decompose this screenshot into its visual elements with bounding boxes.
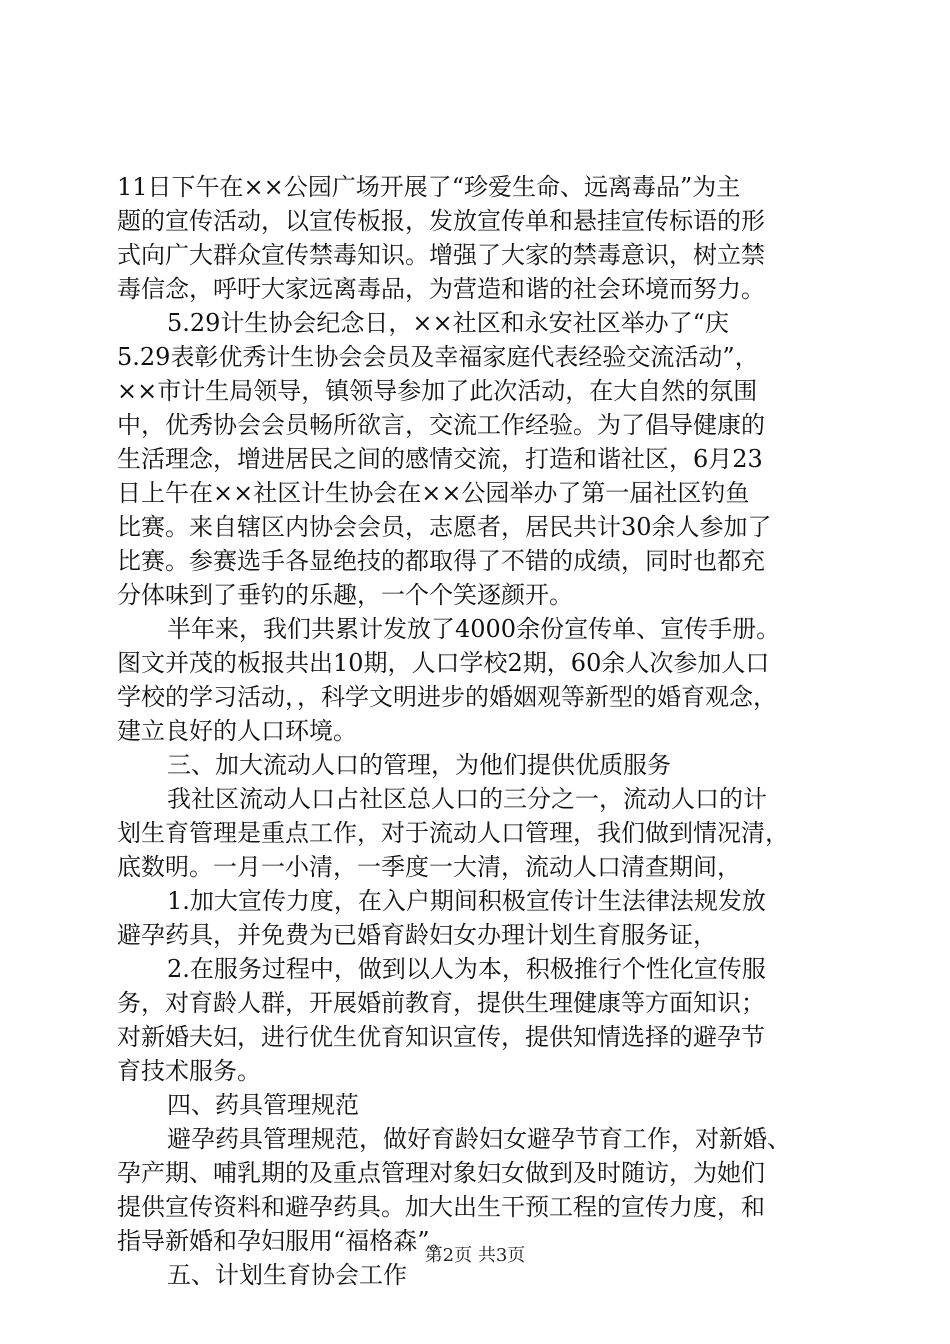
text-line: 题的宣传活动，以宣传板报，发放宣传单和悬挂宣传标语的形 xyxy=(117,207,765,235)
text-line: 5.29计生协会纪念日，××社区和永安社区举办了“庆 xyxy=(167,309,729,337)
page-footer: 第2页 共3页 xyxy=(424,1245,526,1266)
text-line: 三、加大流动人口的管理，为他们提供优质服务 xyxy=(167,751,671,779)
text-line: ××市计生局领导，镇领导参加了此次活动，在大自然的氛围 xyxy=(117,377,758,405)
text-line: 四、药具管理规范 xyxy=(167,1091,359,1119)
text-line: 对新婚夫妇，进行优生优育知识宣传，提供知情选择的避孕节 xyxy=(117,1023,765,1051)
text-line: 建立良好的人口环境。 xyxy=(117,717,357,745)
text-line: 日上午在××社区计生协会在××公园举办了第一届社区钓鱼 xyxy=(117,479,750,507)
text-line: 生活理念，增进居民之间的感情交流，打造和谐社区，6月23 xyxy=(117,445,763,473)
text-line: 学校的学习活动，，科学文明进步的婚姻观等新型的婚育观念， xyxy=(117,683,777,711)
text-line: 避孕药具管理规范，做好育龄妇女避孕节育工作，对新婚、 xyxy=(167,1125,791,1153)
text-line: 比赛。来自辖区内协会会员，志愿者，居民共计30余人参加了 xyxy=(117,513,772,541)
text-line: 分体味到了垂钓的乐趣，一个个笑逐颜开。 xyxy=(117,581,573,609)
text-line: 避孕药具，并免费为已婚育龄妇女办理计划生育服务证， xyxy=(117,921,717,949)
text-line: 半年来，我们共累计发放了4000余份宣传单、宣传手册。 xyxy=(167,615,781,643)
text-line: 我社区流动人口占社区总人口的三分之一，流动人口的计 xyxy=(167,785,767,813)
text-line: 比赛。参赛选手各显绝技的都取得了不错的成绩，同时也都充 xyxy=(117,547,765,575)
text-line: 5.29表彰优秀计生协会会员及幸福家庭代表经验交流活动”， xyxy=(117,343,759,371)
text-line: 孕产期、哺乳期的及重点管理对象妇女做到及时随访，为她们 xyxy=(117,1159,765,1187)
text-line: 中，优秀协会会员畅所欲言，交流工作经验。为了倡导健康的 xyxy=(117,411,765,439)
text-line: 式向广大群众宣传禁毒知识。增强了大家的禁毒意识，树立禁 xyxy=(117,241,765,269)
text-line: 毒信念，呼吁大家远离毒品，为营造和谐的社会环境而努力。 xyxy=(117,275,765,303)
text-line: 1.加大宣传力度，在入户期间积极宣传计生法律法规发放 xyxy=(167,887,766,915)
text-line: 五、计划生育协会工作 xyxy=(167,1261,407,1289)
text-line: 提供宣传资料和避孕药具。加大出生干预工程的宣传力度，和 xyxy=(117,1193,765,1221)
text-line: 图文并茂的板报共出10期，人口学校2期，60余人次参加人口 xyxy=(117,649,770,677)
text-line: 划生育管理是重点工作，对于流动人口管理，我们做到情况清， xyxy=(117,819,789,847)
text-line: 2.在服务过程中，做到以人为本，积极推行个性化宣传服 xyxy=(167,955,766,983)
text-line: 指导新婚和孕妇服用“福格森”。 xyxy=(117,1227,454,1255)
text-line: 底数明。一月一小清，一季度一大清，流动人口清查期间， xyxy=(117,853,741,881)
text-line: 育技术服务。 xyxy=(117,1057,261,1085)
text-line: 务，对育龄人群，开展婚前教育，提供生理健康等方面知识； xyxy=(117,989,765,1017)
document-body xyxy=(117,170,833,1292)
text-line: 11日下午在××公园广场开展了“珍爱生命、远离毒品”为主 xyxy=(117,173,741,201)
